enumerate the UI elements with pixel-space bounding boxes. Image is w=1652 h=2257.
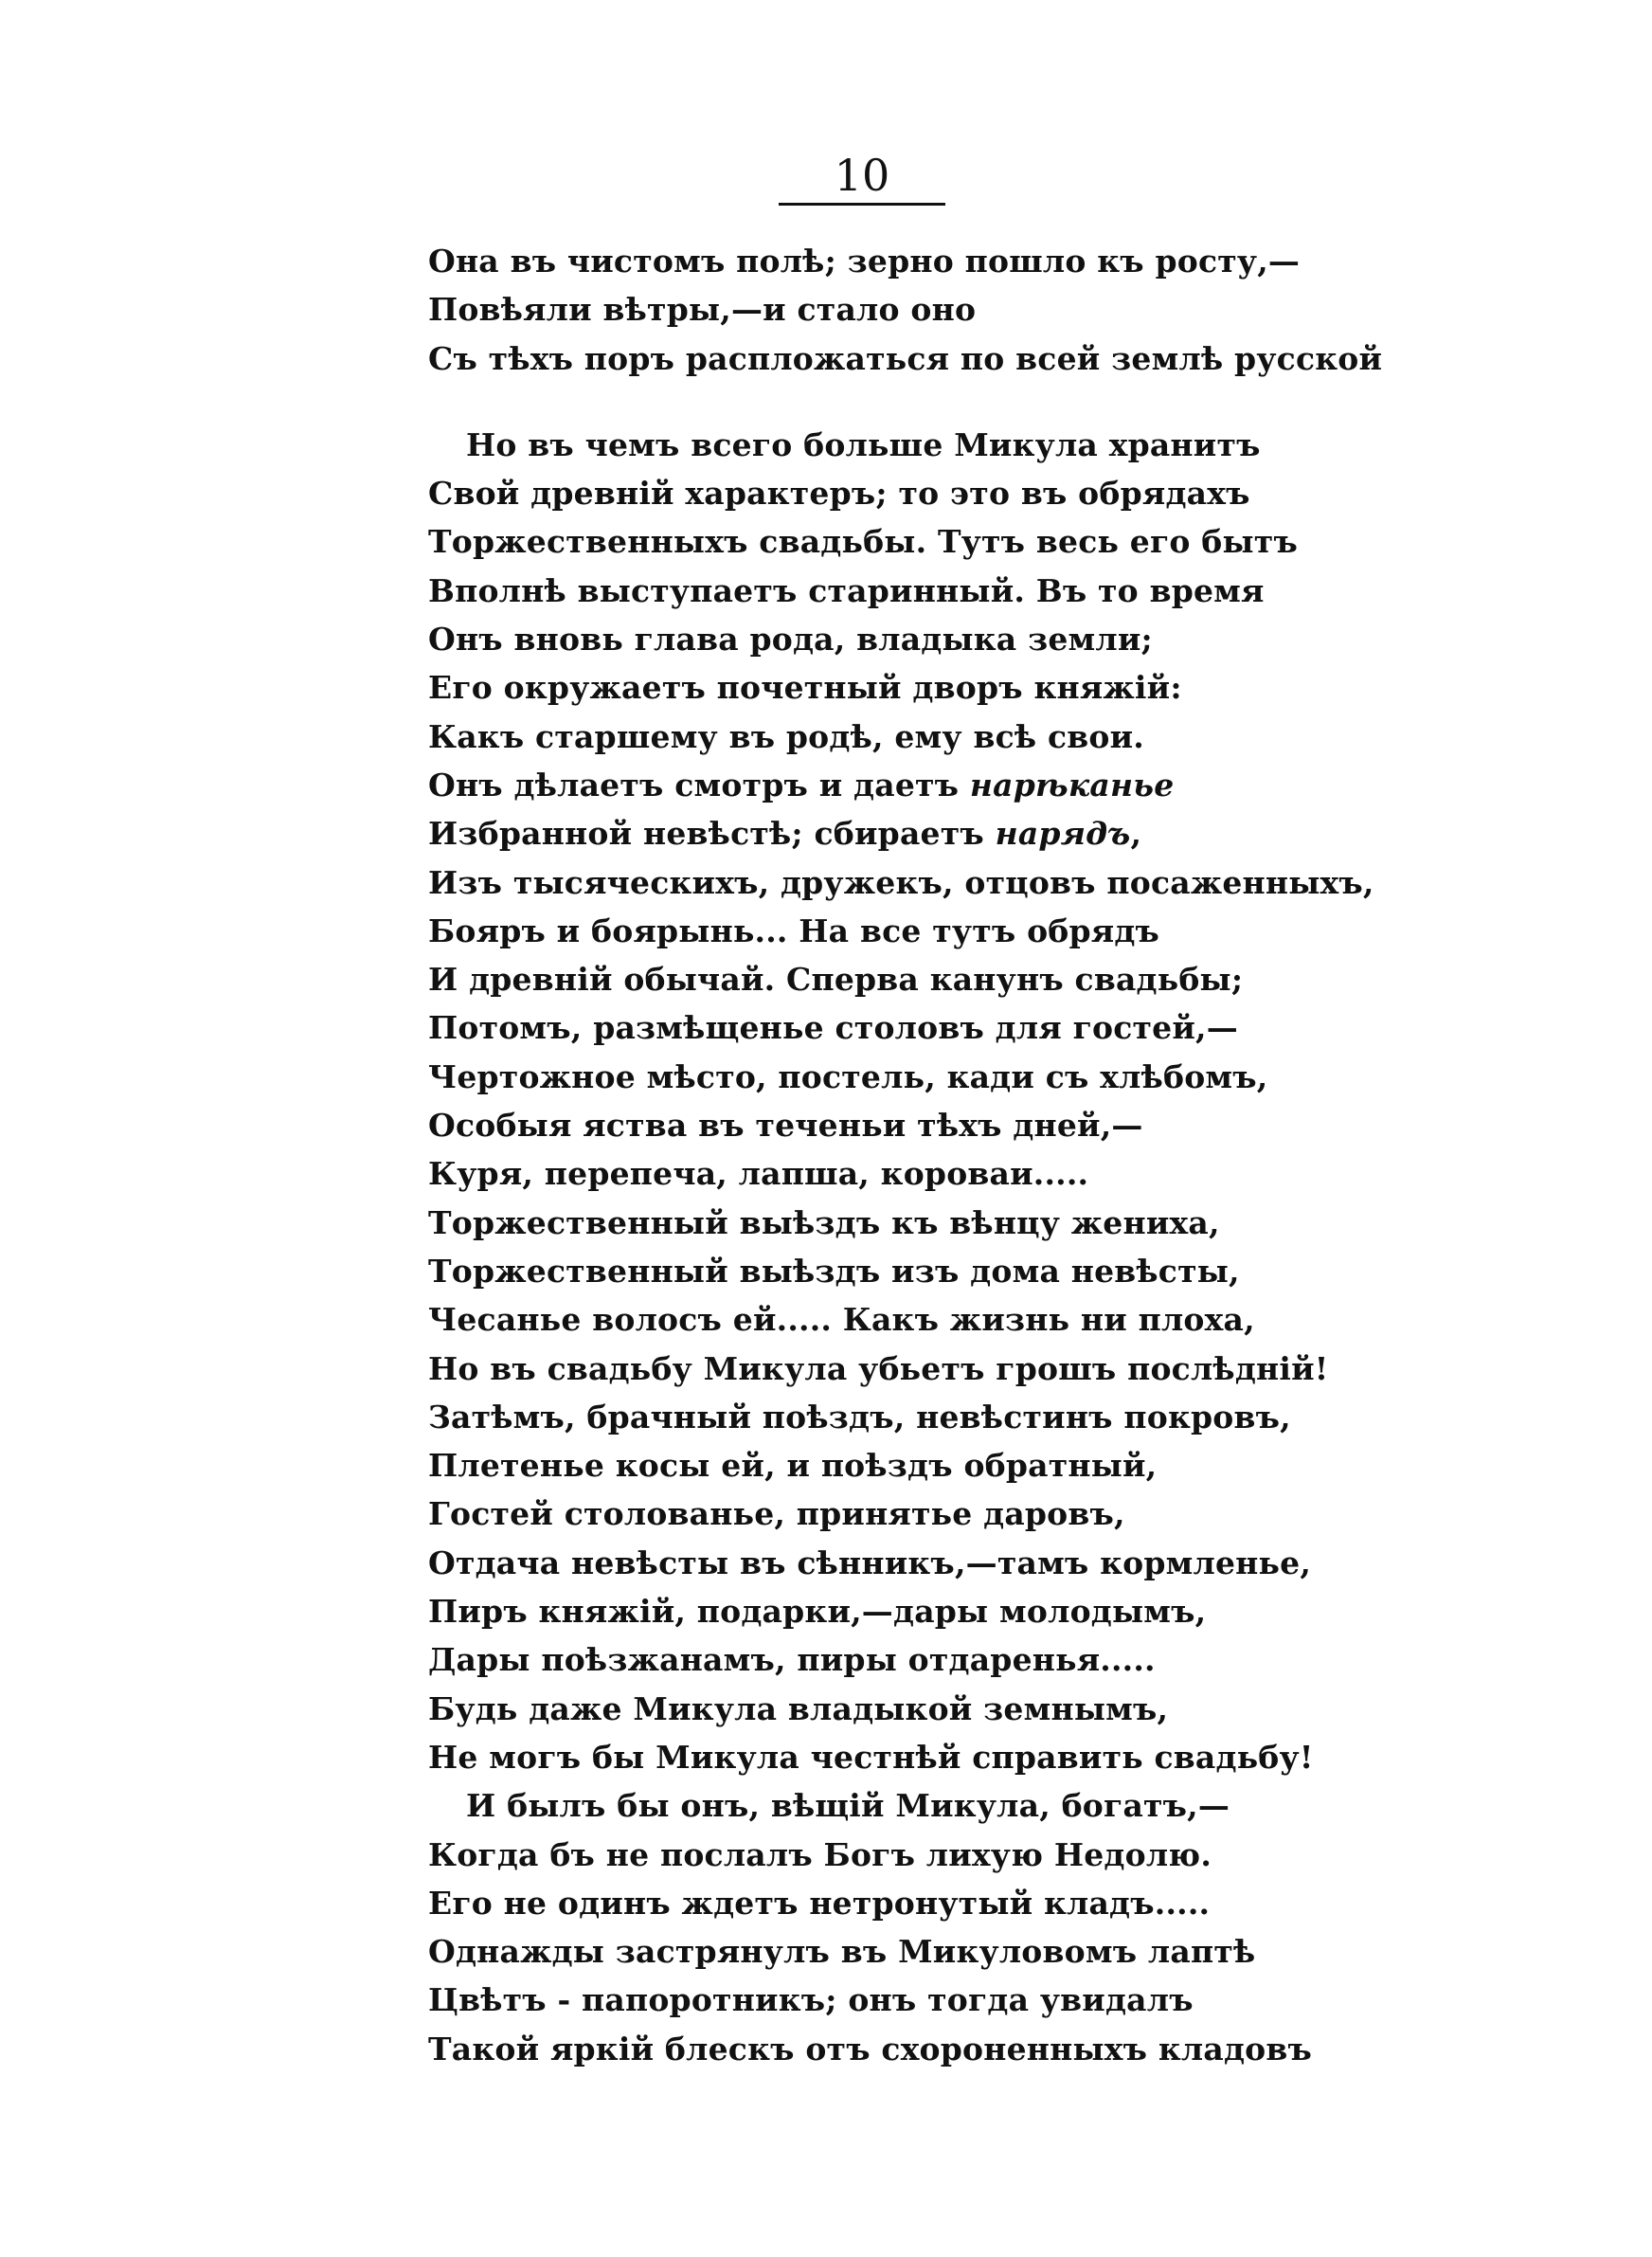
poem-line-text: Она въ чистомъ полѣ; зерно пошло къ росту,— — [428, 243, 1301, 280]
poem-line — [428, 285, 1375, 334]
poem-line — [428, 421, 1375, 469]
poem-line-text: Его не одинъ ждетъ нетронутый кладъ..... — [428, 1884, 1211, 1922]
poem-line-text: Свой древній характеръ; то это въ обрядахъ — [428, 475, 1250, 513]
poem-line-text: Чесанье волосъ ей..... Какъ жизнь ни плоха, — [428, 1301, 1255, 1339]
poem-line-text: Будь даже Микула владыкой земнымъ, — [428, 1689, 1169, 1727]
poem-line-text: Не могъ бы Микула честнѣй справить свадьбу! — [428, 1738, 1314, 1776]
poem-line — [428, 1345, 1375, 1393]
poem-line — [428, 1539, 1375, 1587]
poem-line — [428, 1101, 1375, 1149]
poem-line-italic: нарядъ — [995, 815, 1131, 853]
poem-line-text: Куря, перепеча, лапша, короваи..... — [428, 1155, 1089, 1193]
poem-line-text: Торжественный выѣздъ къ вѣнцу жениха, — [428, 1203, 1220, 1241]
poem-line-text: Вполнѣ выступаетъ старинный. Въ то время — [428, 571, 1265, 609]
poem-line — [428, 1976, 1375, 2024]
poem-line — [428, 663, 1375, 712]
poem-line-text: Гостей столованье, принятье даровъ, — [428, 1495, 1125, 1533]
poem-line-text: Какъ старшему въ родѣ, ему всѣ свои. — [428, 717, 1144, 755]
poem-line — [428, 1879, 1375, 1927]
poem-line-text: И былъ бы онъ, вѣщій Микула, богатъ,— — [466, 1787, 1230, 1825]
poem-line — [428, 1635, 1375, 1684]
poem-line — [428, 1053, 1375, 1101]
poem-line-text: Цвѣтъ - папоротникъ; онъ тогда увидалъ — [428, 1981, 1194, 2019]
poem-line — [428, 1247, 1375, 1295]
poem-line-text: Отдача невѣсты въ сѣнникъ,—тамъ кормленье, — [428, 1544, 1312, 1581]
poem-line-text: Бояръ и боярынь... На все тутъ обрядъ — [428, 912, 1160, 949]
poem-line — [428, 1490, 1375, 1538]
poem-line — [428, 2025, 1375, 2073]
poem-line — [428, 237, 1375, 285]
poem-line — [428, 1733, 1375, 1781]
poem-line — [428, 334, 1383, 383]
poem-line-text: Когда бъ не послалъ Богъ лихую Недолю. — [428, 1835, 1212, 1873]
poem-line-text: Его окружаетъ почетный дворъ княжій: — [428, 669, 1182, 707]
poem-line — [428, 955, 1375, 1003]
poem-line — [428, 1393, 1375, 1441]
poem-line — [428, 1781, 1375, 1830]
poem-line — [428, 858, 1375, 907]
poem-line — [428, 1831, 1375, 1879]
poem-line-text: Пиръ княжій, подарки,—дары молодымъ, — [428, 1593, 1207, 1631]
poem-line — [428, 1685, 1375, 1733]
poem-line — [428, 469, 1375, 517]
page-number: 10 — [834, 150, 890, 201]
poem-line-italic: нарѣканье — [969, 766, 1175, 803]
poem-line-text: Съ тѣхъ поръ распложаться по всей землѣ русской — [428, 339, 1383, 377]
poem-line-text: Однажды застрянулъ въ Микуловомъ лаптѣ — [428, 1933, 1256, 1971]
poem-line-text: И древній обычай. Сперва канунъ свадьбы; — [428, 961, 1244, 999]
poem-line-text: Чертожное мѣсто, постель, кади съ хлѣбомъ, — [428, 1057, 1268, 1095]
poem-line — [428, 1003, 1375, 1052]
poem-line — [428, 907, 1375, 955]
poem-line-text: Онъ вновь глава рода, владыка земли; — [428, 621, 1153, 659]
poem-line-tail: , — [1130, 815, 1142, 853]
poem-line-text: Но въ свадьбу Микула убьетъ грошъ послѣдній! — [428, 1349, 1329, 1387]
poem-line-text: Торжественныхъ свадьбы. Тутъ весь его бытъ — [428, 523, 1298, 561]
poem-line — [428, 809, 1375, 858]
poem-line — [428, 761, 1375, 809]
poem-line-text: Изъ тысяческихъ, дружекъ, отцовъ посаженныхъ, — [428, 863, 1374, 901]
poem-line — [428, 1927, 1375, 1976]
poem-line — [428, 1199, 1375, 1247]
poem-line — [428, 615, 1375, 663]
poem-line-text: Избранной невѣстѣ; сбираетъ — [428, 815, 996, 853]
poem-line — [428, 713, 1375, 761]
poem-line — [428, 1441, 1375, 1490]
stanza — [428, 421, 1375, 2073]
poem-line — [428, 1587, 1375, 1635]
poem-line-text: Плетенье косы ей, и поѣздъ обратный, — [428, 1447, 1158, 1485]
poem-line-text: Онъ дѣлаетъ смотръ и даетъ — [428, 766, 970, 803]
poem-line — [428, 567, 1375, 615]
poem-line-text: Но въ чемъ всего больше Микула хранитъ — [466, 425, 1261, 463]
poem-line — [428, 517, 1375, 566]
poem-text — [428, 237, 1383, 2073]
poem-line-text: Особыя яства въ теченьи тѣхъ дней,— — [428, 1107, 1143, 1145]
poem-line-text: Дары поѣзжанамъ, пиры отдаренья..... — [428, 1641, 1156, 1679]
poem-line-text: Такой яркій блескъ отъ схороненныхъ кладовъ — [428, 2030, 1313, 2067]
page-number-rule — [779, 203, 945, 206]
poem-line-text: Затѣмъ, брачный поѣздъ, невѣстинъ покровъ, — [428, 1398, 1291, 1435]
poem-line-text: Потомъ, размѣщенье столовъ для гостей,— — [428, 1009, 1238, 1047]
poem-line — [428, 1295, 1375, 1344]
poem-line-text: Повѣяли вѣтры,—и стало оно — [428, 291, 977, 329]
poem-line — [428, 1149, 1375, 1198]
poem-line-text: Торжественный выѣздъ изъ дома невѣсты, — [428, 1252, 1240, 1290]
stanza — [428, 237, 1383, 383]
